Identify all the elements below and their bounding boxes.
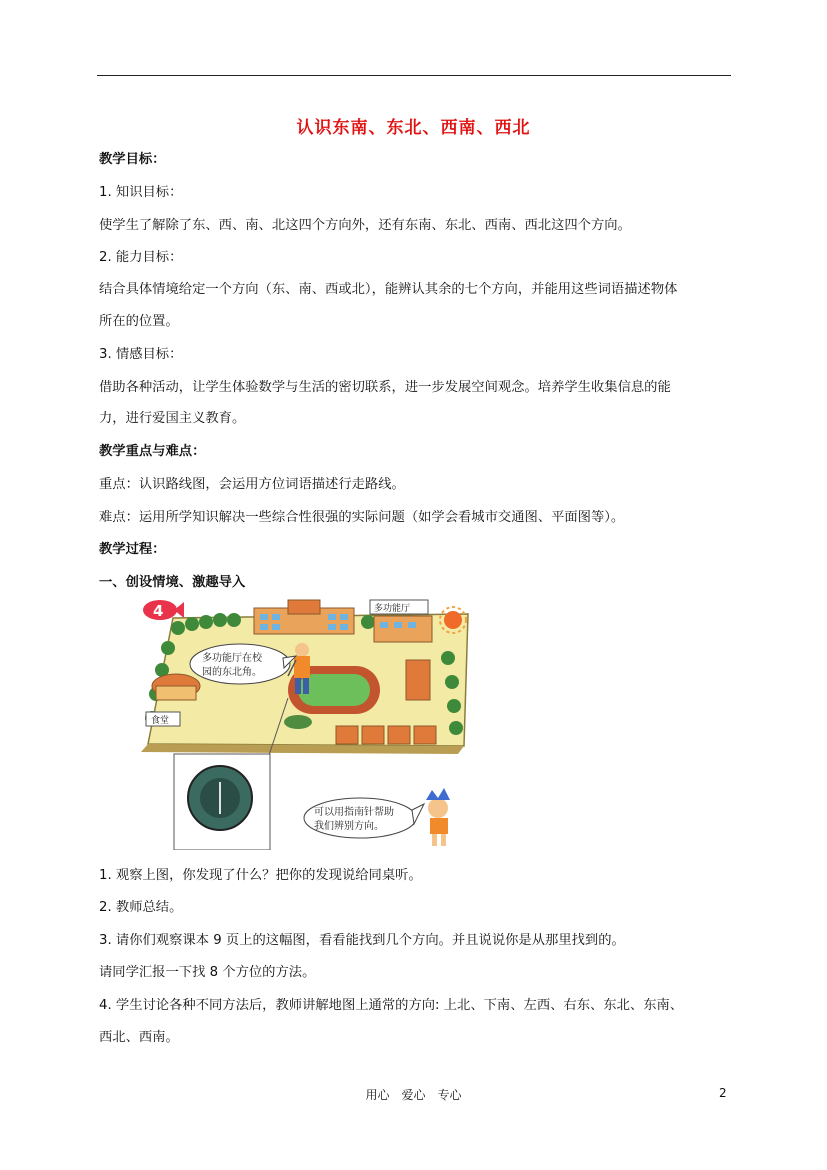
page-title: 认识东南、东北、西南、西北 (296, 118, 531, 138)
step1-heading: 一、创设情境、激趣导入 (99, 575, 246, 590)
item-4-line2: 西北、西南。 (99, 1030, 179, 1045)
main-building (254, 600, 354, 634)
item-2: 2. 教师总结。 (99, 900, 183, 915)
bubble2-line1: 可以用指南针帮助 (314, 807, 394, 818)
difficulty: 难点：运用所学知识解决一些综合性很强的实际问题（如学会看城市交通图、平面图等）。 (99, 510, 625, 525)
campus-illustration (138, 598, 478, 850)
item-1: 1. 观察上图，你发现了什么？把你的发现说给同桌听。 (99, 868, 422, 883)
goal2-label: 2. 能力目标： (99, 250, 183, 265)
bubble1-line1: 多功能厅在校 (202, 653, 262, 664)
goal1-label: 1. 知识目标： (99, 185, 183, 200)
goal2-text-2: 所在的位置。 (99, 314, 179, 329)
speech-bubble-2 (304, 798, 424, 838)
goals-heading: 教学目标： (99, 152, 166, 167)
key-point: 重点：认识路线图，会运用方位词语描述行走路线。 (99, 477, 405, 492)
item-3b: 请同学汇报一下找 8 个方位的方法。 (99, 965, 316, 980)
bubble1-line2: 园的东北角。 (202, 667, 262, 678)
page-number: 2 (719, 1086, 727, 1100)
girl-figure (426, 788, 450, 846)
multifunction-hall (370, 600, 432, 642)
goal1-text: 使学生了解除了东、西、南、北这四个方向外，还有东南、东北、西南、西北这四个方向。 (99, 218, 631, 233)
goal3-text-1: 借助各种活动，让学生体验数学与生活的密切联系，进一步发展空间观念。培养学生收集信息的能 (99, 380, 671, 395)
item-4-line1: 4. 学生讨论各种不同方法后，教师讲解地图上通常的方向: 上北、下南、左西、右东、东北、东南、 (99, 998, 684, 1013)
item-3: 3. 请你们观察课本 9 页上的这幅图，看看能找到几个方向。并且说说你是从那里找到的。 (99, 933, 625, 948)
east-building (406, 660, 430, 700)
goal3-label: 3. 情感目标： (99, 347, 183, 362)
fountain (284, 715, 312, 729)
page-footer: 用心 爱心 专心 (365, 1088, 462, 1102)
lesson-badge (143, 600, 184, 620)
header-rule (97, 75, 731, 76)
goal3-text-2: 力，进行爱国主义教育。 (99, 411, 246, 426)
canteen-sign: 食堂 (151, 716, 170, 726)
badge-number: 4 (153, 602, 164, 620)
key-heading: 教学重点与难点： (99, 444, 206, 459)
hall-sign: 多功能厅 (374, 604, 411, 614)
goal2-text-1: 结合具体情境给定一个方向（东、南、西或北），能辨认其余的七个方向，并能用这些词语描述物体 (99, 282, 678, 297)
bubble2-line2: 我们辨别方向。 (314, 821, 384, 832)
process-heading: 教学过程： (99, 542, 166, 557)
